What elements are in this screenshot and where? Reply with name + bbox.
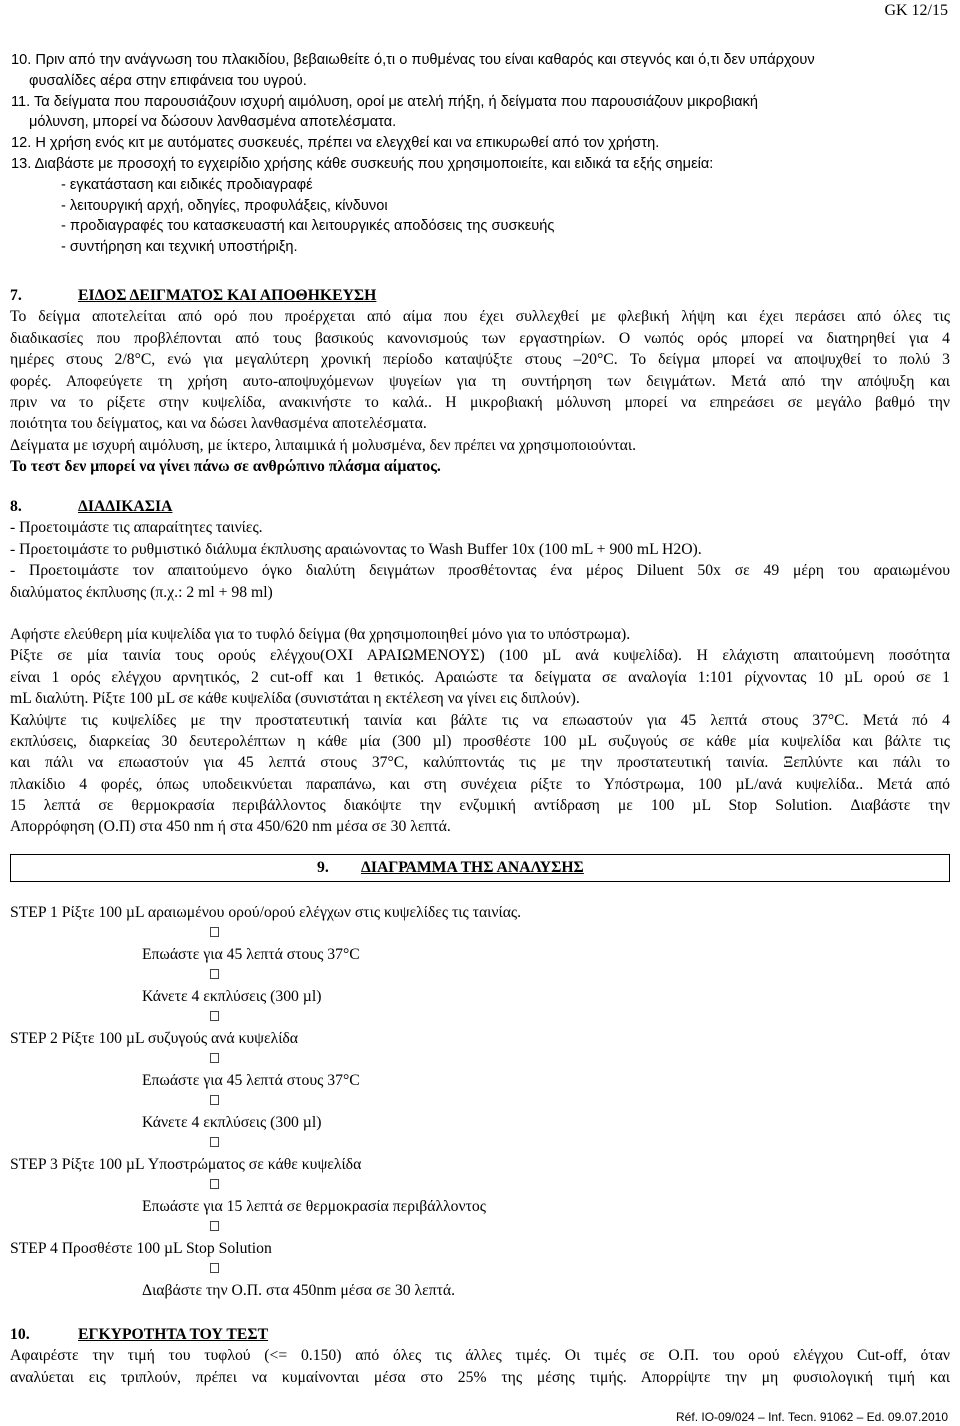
step-3-incubate: Επωάστε για 15 λεπτά σε θερμοκρασία περιβάλλοντος: [142, 1198, 486, 1215]
procedure-line: 15 λεπτά σε θερμοκρασία περιβάλλοντος διακόψτε την ενζυμική αντίδραση με 100 µL Stop Solution. Διαβάστε την: [10, 797, 950, 815]
prep-line: διαλύματος έκπλυσης (π.χ.: 2 ml + 98 ml): [10, 583, 273, 601]
section-7-heading: [10, 285, 950, 306]
section-7-line: πριν να το ρίξετε στην κυψελίδα, ανακινήστε το καλά.. Η μικροβιακή μόλυνση μπορεί να επηρεάσει σε μεγάλο βαθμό την: [10, 393, 950, 411]
procedure-line: πλακίδιο 4 φορές, όπως υποδεικνύεται παραπάνω, και στη συνέχεια ρίξτε το Υπόστρωμα, 100 µL/ανά κυψελίδα.. Μετά από: [10, 775, 950, 793]
arrow-down-icon: [210, 1137, 219, 1147]
step-2-incubate: Επωάστε για 45 λεπτά στους 37°C: [142, 1072, 360, 1089]
footer-reference: Réf. IO-09/024 – Inf. Tecn. 91062 – Ed. 09.07.2010: [676, 1410, 948, 1424]
blank-well-line: Αφήστε ελεύθερη μία κυψελίδα για το τυφλό δείγμα (θα χρησιμοποιηθεί μόνο για το υπόστρωμα).: [10, 625, 631, 643]
arrow-down-icon: [210, 1179, 219, 1189]
note-13-item: - λειτουργική αρχή, οδηγίες, προφυλάξεις, κίνδυνοι: [61, 197, 388, 214]
step-2: STEP 2 Ρίξτε 100 µL συζυγούς ανά κυψελίδα: [10, 1030, 299, 1047]
section-9-number: 9.: [317, 859, 329, 876]
note-13-item: - συντήρηση και τεχνική υποστήριξη.: [61, 239, 298, 256]
section-7: [10, 285, 950, 478]
note-13-item: - εγκατάσταση και ειδικές προδιαγραφέ: [61, 176, 313, 193]
arrow-down-icon: [210, 1221, 219, 1231]
section-9-heading: [317, 855, 584, 881]
note-11-line-2: μόλυνση, μπορεί να δώσουν λανθασμένα αποτελέσματα.: [29, 114, 397, 131]
step-3: STEP 3 Ρίξτε 100 µL Υποστρώματος σε κάθε κυψελίδα: [10, 1156, 362, 1173]
section-8-title: ΔΙΑΔΙΚΑΣΙΑ: [78, 498, 173, 515]
section-8: [10, 496, 950, 838]
procedure-line: Καλύψτε τις κυψελίδες με την προστατευτική ταινία και βάλτε τις να επωαστούν για 45 λεπτά στους 37°C. Μετά πό 4: [10, 711, 950, 729]
section-10-line: Αφαιρέστε την τιμή του τυφλού (<= 0.150) από όλες τις άλλες τιμές. Οι τιμές σε Ο.Π. του ορού ελέγχου Cut-off, όταν: [10, 1347, 950, 1365]
procedure-line: εκπλύσεις, διαρκείας 30 δευτερολέπτων η κάθε μία (300 µl) προσθέστε 100 µL συζυγούς σε κάθε μία κυψελίδα και βάλτε τις: [10, 732, 950, 750]
arrow-down-icon: [210, 927, 219, 937]
procedure-line: είναι 1 ορός ελέγχου αρνητικός, 2 cut-off και 1 θετικός. Αραιώστε τα δείγματα σε αναλογία 1:101 ρίχνοντας 10 µL ορού σε 1: [10, 668, 950, 686]
note-10-line-2: φυσαλίδες αέρα στην επιφάνεια του υγρού.: [29, 72, 307, 89]
section-10: [10, 1324, 950, 1388]
arrow-down-icon: [210, 1263, 219, 1273]
prep-line: - Προετοιμάστε τον απαιτούμενο όγκο διαλύτη δειγμάτων προσθέτοντας ένα μέρος Diluent 50x σε 49 μέρη του αραιωμένου: [10, 562, 950, 580]
note-13: 13. Διαβάστε με προσοχή το εγχειρίδιο χρήσης κάθε συσκευής που χρησιμοποιείτε, και ειδικά τα εξής σημεία:: [11, 155, 714, 172]
step-4-read: Διαβάστε την Ο.Π. στα 450nm μέσα σε 30 λεπτά.: [142, 1282, 456, 1299]
step-1-incubate: Επωάστε για 45 λεπτά στους 37°C: [142, 946, 360, 963]
section-7-bold-line: Το τεστ δεν μπορεί να γίνει πάνω σε ανθρώπινο πλάσμα αίματος.: [10, 458, 441, 476]
prep-line: - Προετοιμάστε το ρυθμιστικό διάλυμα έκπλυσης αραιώνοντας το Wash Buffer 10x (100 mL + 900 mL H2O).: [10, 540, 702, 558]
note-13-item: - προδιαγραφές του κατασκευαστή και λειτουργικές αποδόσεις της συσκευής: [61, 218, 555, 235]
arrow-down-icon: [210, 1011, 219, 1021]
note-12: 12. Η χρήση ενός κιτ με αυτόματες συσκευές, πρέπει να ελεγχθεί και να επικυρωθεί από τον χρήστη.: [11, 135, 660, 152]
arrow-down-icon: [210, 969, 219, 979]
notes-list: [11, 50, 950, 258]
section-7-line: ημέρες στους 2/8°C, ενώ για μεγαλύτερη χρονική περίοδο καταψύξτε στους –20°C. Το δείγμα μπορεί να αποψυχθεί το πολύ 3: [10, 351, 950, 369]
section-7-line: Δείγματα με ισχυρή αιμόλυση, με ίκτερο, λιπαιμικά ή μολυσμένα, δεν πρέπει να χρησιμοποιούνται.: [10, 436, 637, 454]
arrow-down-icon: [210, 1053, 219, 1063]
section-10-heading: [10, 1324, 950, 1345]
procedure-line: Απορρόφηση (Ο.Π) στα 450 nm ή στα 450/620 nm μέσα σε 30 λεπτά.: [10, 818, 451, 836]
procedure-line: mL διαλύτη. Ρίξτε 100 µL σε κάθε κυψελίδα (συνιστάται η εκτέλεση να γίνει εις διπλούν).: [10, 690, 580, 708]
section-8-number: 8.: [10, 498, 22, 515]
page-number: GK 12/15: [884, 2, 948, 19]
arrow-down-icon: [210, 1095, 219, 1105]
section-7-line: φορές. Αποφεύγετε τη χρήση αυτο-αποψυχόμενων ψυγείων για τη συντήρηση των δειγμάτων. Μετά από την απόψυξη και: [10, 372, 950, 390]
note-10-line-1: 10. Πριν από την ανάγνωση του πλακιδίου, βεβαιωθείτε ό,τι ο πυθμένας του είναι καθαρός και στεγνός και ό,τι δεν υπάρχουν: [11, 52, 815, 68]
step-4: STEP 4 Προσθέστε 100 µL Stop Solution: [10, 1240, 272, 1257]
section-7-number: 7.: [10, 287, 22, 304]
prep-line: - Προετοιμάστε τις απαραίτητες ταινίες.: [10, 519, 263, 537]
step-1: STEP 1 Ρίξτε 100 µL αραιωμένου ορού/ορού ελέγχων στις κυψελίδες τις ταινίας.: [10, 904, 522, 921]
section-7-line: διαδικασίες που προβλέπονται από τους βασικούς κανονισμούς των εργαστηρίων. Ο νωπός ορός μπορεί να διατηρηθεί για 4: [10, 329, 950, 347]
section-9-box: [10, 854, 950, 882]
section-7-line: Το δείγμα αποτελείται από ορό που προέρχεται από αίμα που έχει συλλεχθεί με φλεβική λήψη και έχει περάσει από όλες τις: [10, 308, 950, 326]
step-1-wash: Κάνετε 4 εκπλύσεις (300 µl): [142, 988, 322, 1005]
section-7-line: ποιότητα του δείγματος, και να δώσει λανθασμένα αποτελέσματα.: [10, 415, 427, 433]
section-10-line: αναλύεται εις τριπλούν, πρέπει να κυμαίνονται μέσα στο 25% της μέσης τιμής. Απορρίψτε την μη φυσιολογική τιμή και: [10, 1368, 950, 1386]
section-8-heading: [10, 496, 950, 517]
step-2-wash: Κάνετε 4 εκπλύσεις (300 µl): [142, 1114, 322, 1131]
procedure-line: Ρίξτε σε μία ταινία τους ορούς ελέγχου(ΟΧΙ ΑΡΑΙΩΜΕΝΟΥΣ) (100 µL ανά κυψελίδα). Η ελάχιστη απαιτούμενη ποσότητα: [10, 647, 950, 665]
section-10-title: ΕΓΚΥΡΟΤΗΤΑ ΤΟΥ ΤΕΣΤ: [78, 1326, 269, 1343]
section-7-title: ΕΙΔΟΣ ΔΕΙΓΜΑΤΟΣ ΚΑΙ ΑΠΟΘΗΚΕΥΣΗ: [78, 287, 377, 304]
section-10-number: 10.: [10, 1326, 30, 1343]
section-9-title: ΔΙΑΓΡΑΜΜΑ ΤΗΣ ΑΝΑΛΥΣΗΣ: [361, 859, 584, 876]
procedure-line: και πάλι να επωαστούν για 45 λεπτά στους 37°C, καλύπτοντάς τις με την προστατευτική ταινία. Ξεπλύντε και πάλι το: [10, 754, 950, 772]
note-11-line-1: 11. Τα δείγματα που παρουσιάζουν ισχυρή αιμόλυση, οροί με ατελή πήξη, ή δείγματα που παρουσιάζουν μικροβιακή: [11, 93, 758, 110]
